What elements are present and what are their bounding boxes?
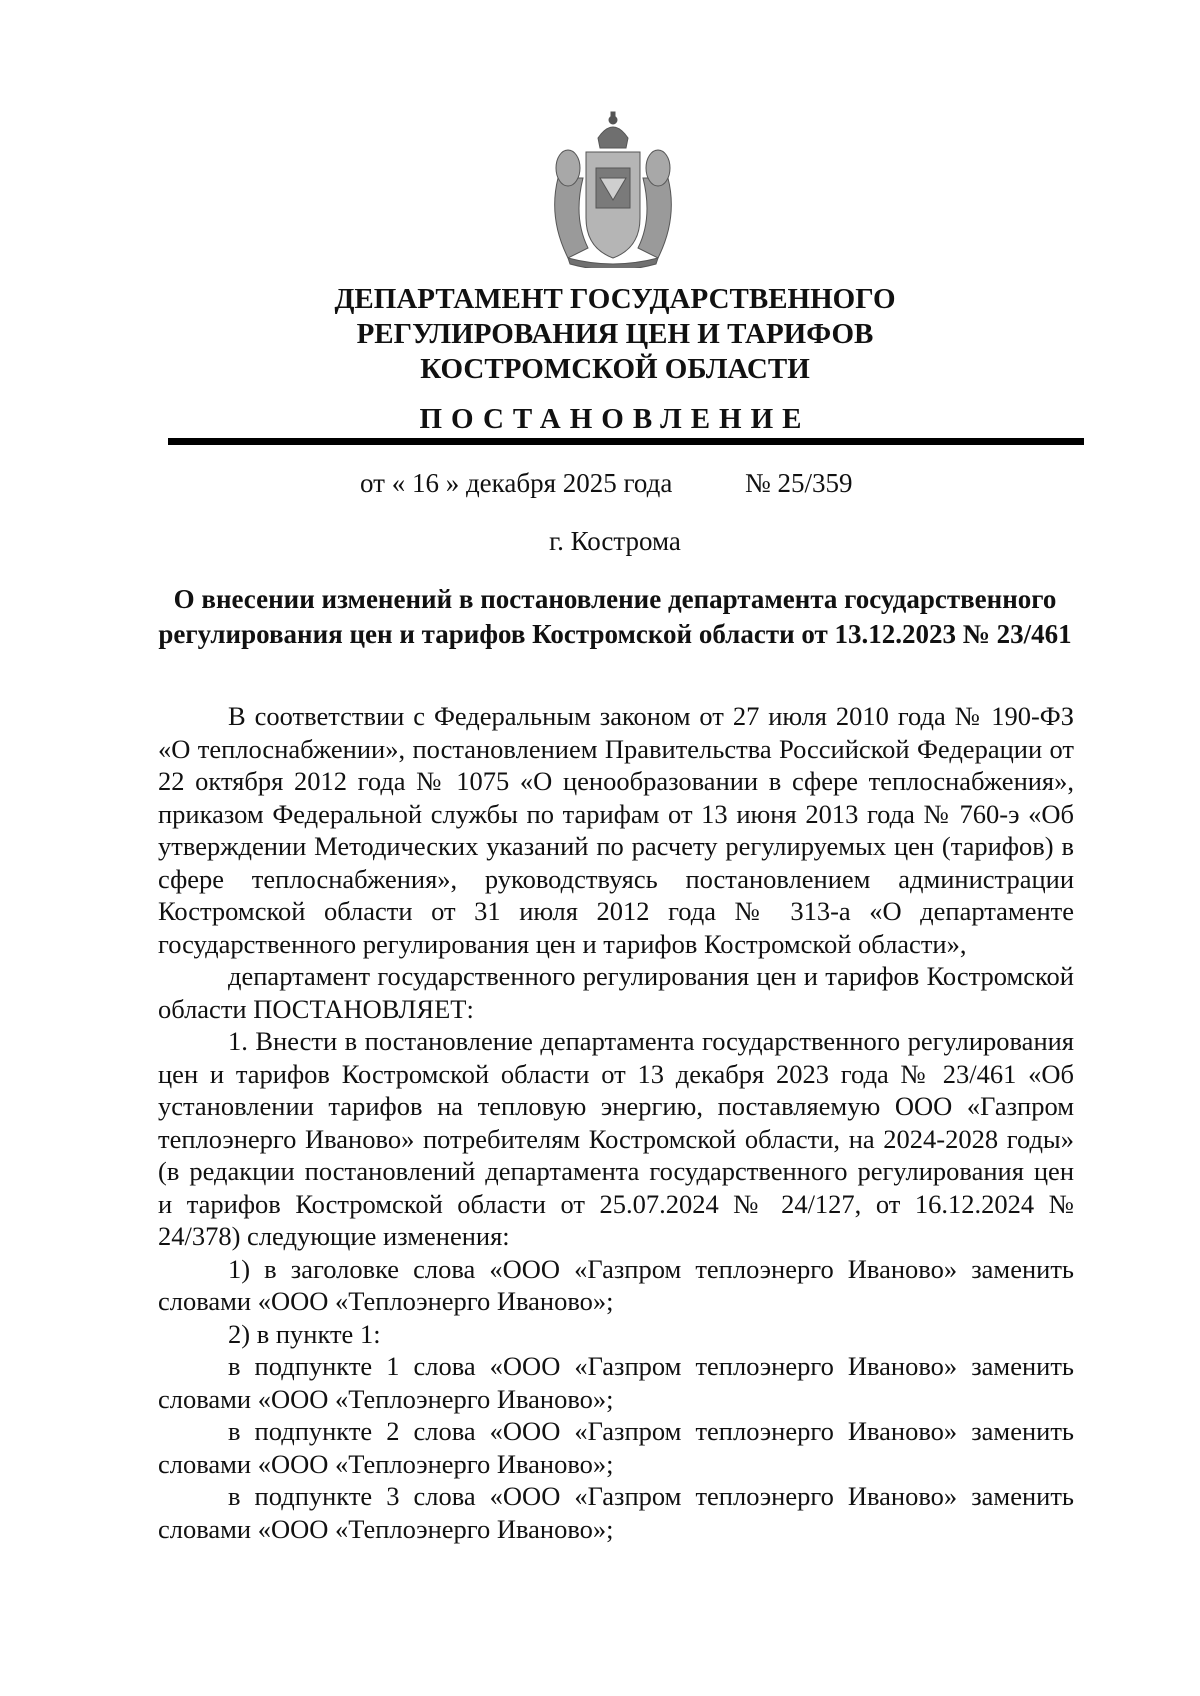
department-line: КОСТРОМСКОЙ ОБЛАСТИ (420, 353, 810, 385)
body-paragraph: департамент государственного регулирования цен и тарифов Костромской области ПОСТАНОВЛЯЕТ: (158, 961, 1074, 1024)
body-paragraph: 1) в заголовке слова «ООО «Газпром теплоэнерго Иваново» заменить словами «ООО «Теплоэнерго Иваново»; (158, 1253, 1074, 1316)
body-paragraph: в подпункте 3 слова «ООО «Газпром теплоэнерго Иваново» заменить словами «ООО «Теплоэнерго Иваново»; (158, 1481, 1074, 1544)
body-paragraph: 1. Внести в постановление департамента государственного регулирования цен и тарифов Костромской области от 13 декабря 2023 года № 23/461 «Об установлении тарифов на тепловую энергию, поставляемую ООО «Газпром теплоэнерго Иваново» потребителям Костромской области, на 2024-2028 годы» (в редакции постановлений департамента государственного регулирования цен и тарифов Костромской области от 25.07.2024 № 24/127, от 16.12.2024 № 24/378) следующие изменения: (158, 1026, 1074, 1251)
department-line: ДЕПАРТАМЕНТ ГОСУДАРСТВЕННОГО (334, 283, 896, 315)
document-city: г. Кострома (549, 526, 681, 556)
body-paragraph: в подпункте 1 слова «ООО «Газпром теплоэнерго Иваново» заменить словами «ООО «Теплоэнерго Иваново»; (158, 1351, 1074, 1414)
document-date: от « 16 » декабря 2025 года (360, 468, 673, 498)
subject-line: регулирования цен и тарифов Костромской области от 13.12.2023 № 23/461 (158, 619, 1072, 649)
document-type: ПОСТАНОВЛЕНИЕ (419, 403, 811, 435)
body-paragraph: В соответствии с Федеральным законом от 27 июля 2010 года № 190-ФЗ «О теплоснабжении», постановлением Правительства Российской Федерации от 22 октября 2012 года № 1075 «О ценообразовании в сфере теплоснабжения», приказом Федеральной службы по тарифам от 13 июня 2013 года № 760-э «Об утверждении Методических указаний по расчету регулируемых цен (тарифов) в сфере теплоснабжения», руководствуясь постановлением администрации Костромской области от 31 июля 2012 года № 313-а «О департаменте государственного регулирования цен и тарифов Костромской области», (158, 701, 1074, 959)
body-paragraph: в подпункте 2 слова «ООО «Газпром теплоэнерго Иваново» заменить словами «ООО «Теплоэнерго Иваново»; (158, 1416, 1074, 1479)
document-number: № 25/359 (745, 468, 853, 498)
document-subject (150, 582, 1080, 652)
department-name (150, 282, 1080, 387)
document-body (158, 700, 1074, 1545)
department-line: РЕГУЛИРОВАНИЯ ЦЕН И ТАРИФОВ (356, 318, 874, 350)
header-divider (168, 438, 1084, 445)
coat-of-arms-icon (538, 108, 688, 268)
subject-line: О внесении изменений в постановление департамента государственного (173, 584, 1057, 614)
body-paragraph: 2) в пункте 1: (228, 1318, 381, 1349)
